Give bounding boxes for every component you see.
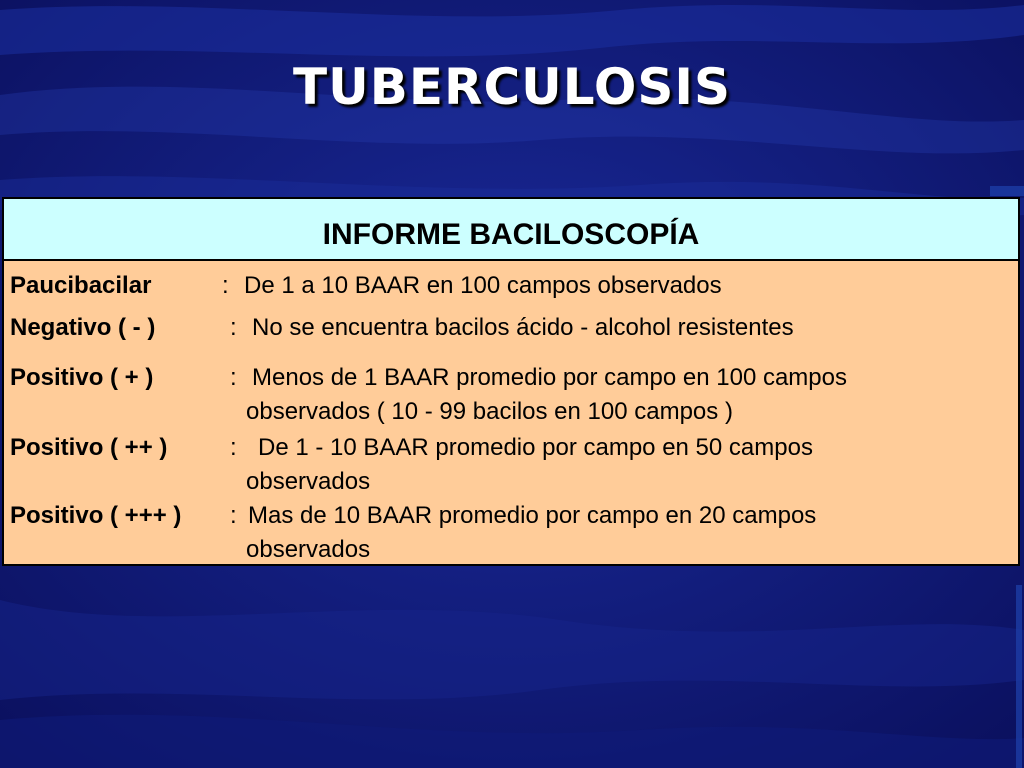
row-separator: : — [222, 272, 229, 299]
row-paucibacilar — [10, 269, 722, 303]
row-description: Mas de 10 BAAR promedio por campo en 20 campos — [248, 502, 817, 529]
row-separator: : — [230, 434, 237, 461]
row-term: Positivo ( +++ ) — [10, 502, 182, 529]
report-table — [2, 197, 1020, 566]
row-separator: : — [230, 364, 237, 391]
row-positivo-2 — [10, 431, 813, 465]
slide-title: TUBERCULOSIS — [293, 58, 731, 116]
row-description-continued: observados — [246, 536, 371, 563]
row-description: De 1 a 10 BAAR en 100 campos observados — [244, 272, 722, 299]
row-description-continued: observados — [246, 468, 371, 495]
row-description-continued: observados ( 10 - 99 bacilos en 100 campos ) — [246, 398, 733, 425]
row-separator: : — [230, 502, 237, 529]
decorative-bar-bottom — [1016, 585, 1022, 768]
row-description: No se encuentra bacilos ácido - alcohol resistentes — [252, 314, 794, 341]
row-positivo-1 — [10, 361, 847, 395]
row-term: Paucibacilar — [10, 272, 152, 299]
decorative-bar-top — [990, 186, 1024, 196]
row-negativo — [10, 311, 794, 345]
row-term: Positivo ( + ) — [10, 364, 154, 391]
row-term: Negativo ( - ) — [10, 314, 156, 341]
row-term: Positivo ( ++ ) — [10, 434, 168, 461]
row-positivo-3 — [10, 499, 817, 533]
row-separator: : — [230, 314, 237, 341]
table-header: INFORME BACILOSCOPÍA — [4, 199, 1018, 261]
row-description: De 1 - 10 BAAR promedio por campo en 50 campos — [258, 434, 813, 461]
row-description: Menos de 1 BAAR promedio por campo en 100 campos — [252, 364, 847, 391]
